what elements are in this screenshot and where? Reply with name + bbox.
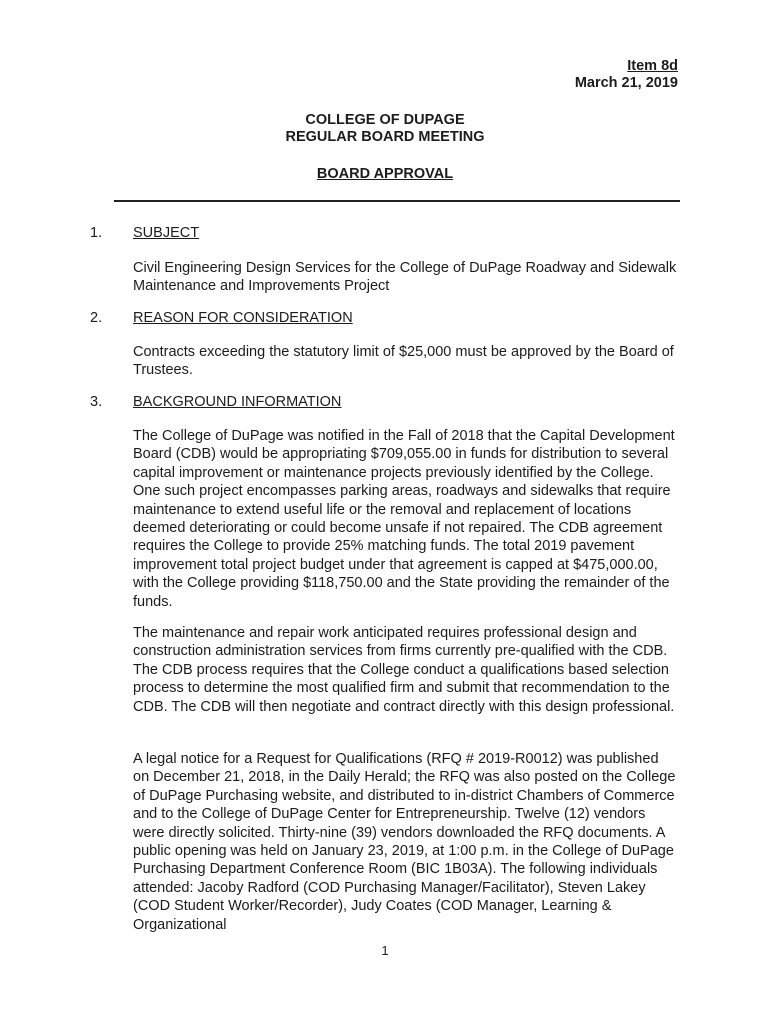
section-2-number: 2. xyxy=(90,310,103,326)
document-title xyxy=(0,112,770,146)
section-2-paragraph: Contracts exceeding the statutory limit of $25,000 must be approved by the Board of Trustees. xyxy=(133,344,674,379)
section-3-heading: BACKGROUND INFORMATION xyxy=(133,394,342,410)
meeting-date: March 21, 2019 xyxy=(574,75,678,91)
section-3-paragraph-2: The maintenance and repair work anticipated requires professional design and construction administration services from firms currently pre-qualified with the CDB. The CDB process requires that the College conduct a qualifications based selection process to determine the most qualified firm and submit that recommendation to the CDB. The CDB will then negotiate and contract directly with this design professional. xyxy=(133,625,675,715)
board-approval-heading: BOARD APPROVAL xyxy=(316,166,454,182)
section-2-heading: REASON FOR CONSIDERATION xyxy=(133,310,353,326)
section-3-paragraph-3: A legal notice for a Request for Qualifications (RFQ # 2019-R0012) was published on December 21, 2018, in the Daily Herald; the RFQ was also posted on the College of DuPage Purchasing website, and distributed to in-district Chambers of Commerce and to the College of DuPage Center for Entrepreneurship. Twelve (12) vendors were directly solicited. Thirty-nine (39) vendors downloaded the RFQ documents. A public opening was held on January 23, 2019, at 1:00 p.m. in the College of DuPage Purchasing Department Conference Room (BIC 1B03A). The following individuals attended: Jacoby Radford (COD Purchasing Manager/Facilitator), Steven Lakey (COD Student Worker/Recorder), Judy Coates (COD Manager, Learning & Organizational xyxy=(133,751,676,933)
section-3-number: 3. xyxy=(90,394,103,410)
meeting-type: REGULAR BOARD MEETING xyxy=(285,129,485,145)
institution-name: COLLEGE OF DUPAGE xyxy=(305,112,465,128)
section-1-heading: SUBJECT xyxy=(133,225,200,241)
section-3-paragraph-1: The College of DuPage was notified in the Fall of 2018 that the Capital Development Board (CDB) would be appropriating $709,055.00 in funds for distribution to several capital improvement or maintenance projects previously identified by the College. One such project encompasses parking areas, roadways and sidewalks that require maintenance to extend useful life or the removal and replacement of locations deemed deteriorating or could become unsafe if not repaired. The CDB agreement requires the College to provide 25% matching funds. The total 2019 pavement improvement total project budget under that agreement is capped at $475,000.00, with the College providing $118,750.00 and the State providing the remainder of the funds. xyxy=(133,428,675,610)
item-number: Item 8d xyxy=(627,58,678,74)
header-divider xyxy=(114,200,680,202)
section-1-number: 1. xyxy=(90,225,103,241)
document-header xyxy=(575,58,678,92)
section-1-paragraph: Civil Engineering Design Services for the College of DuPage Roadway and Sidewalk Maintenance and Improvements Project xyxy=(133,260,677,295)
page-number: 1 xyxy=(381,943,389,958)
